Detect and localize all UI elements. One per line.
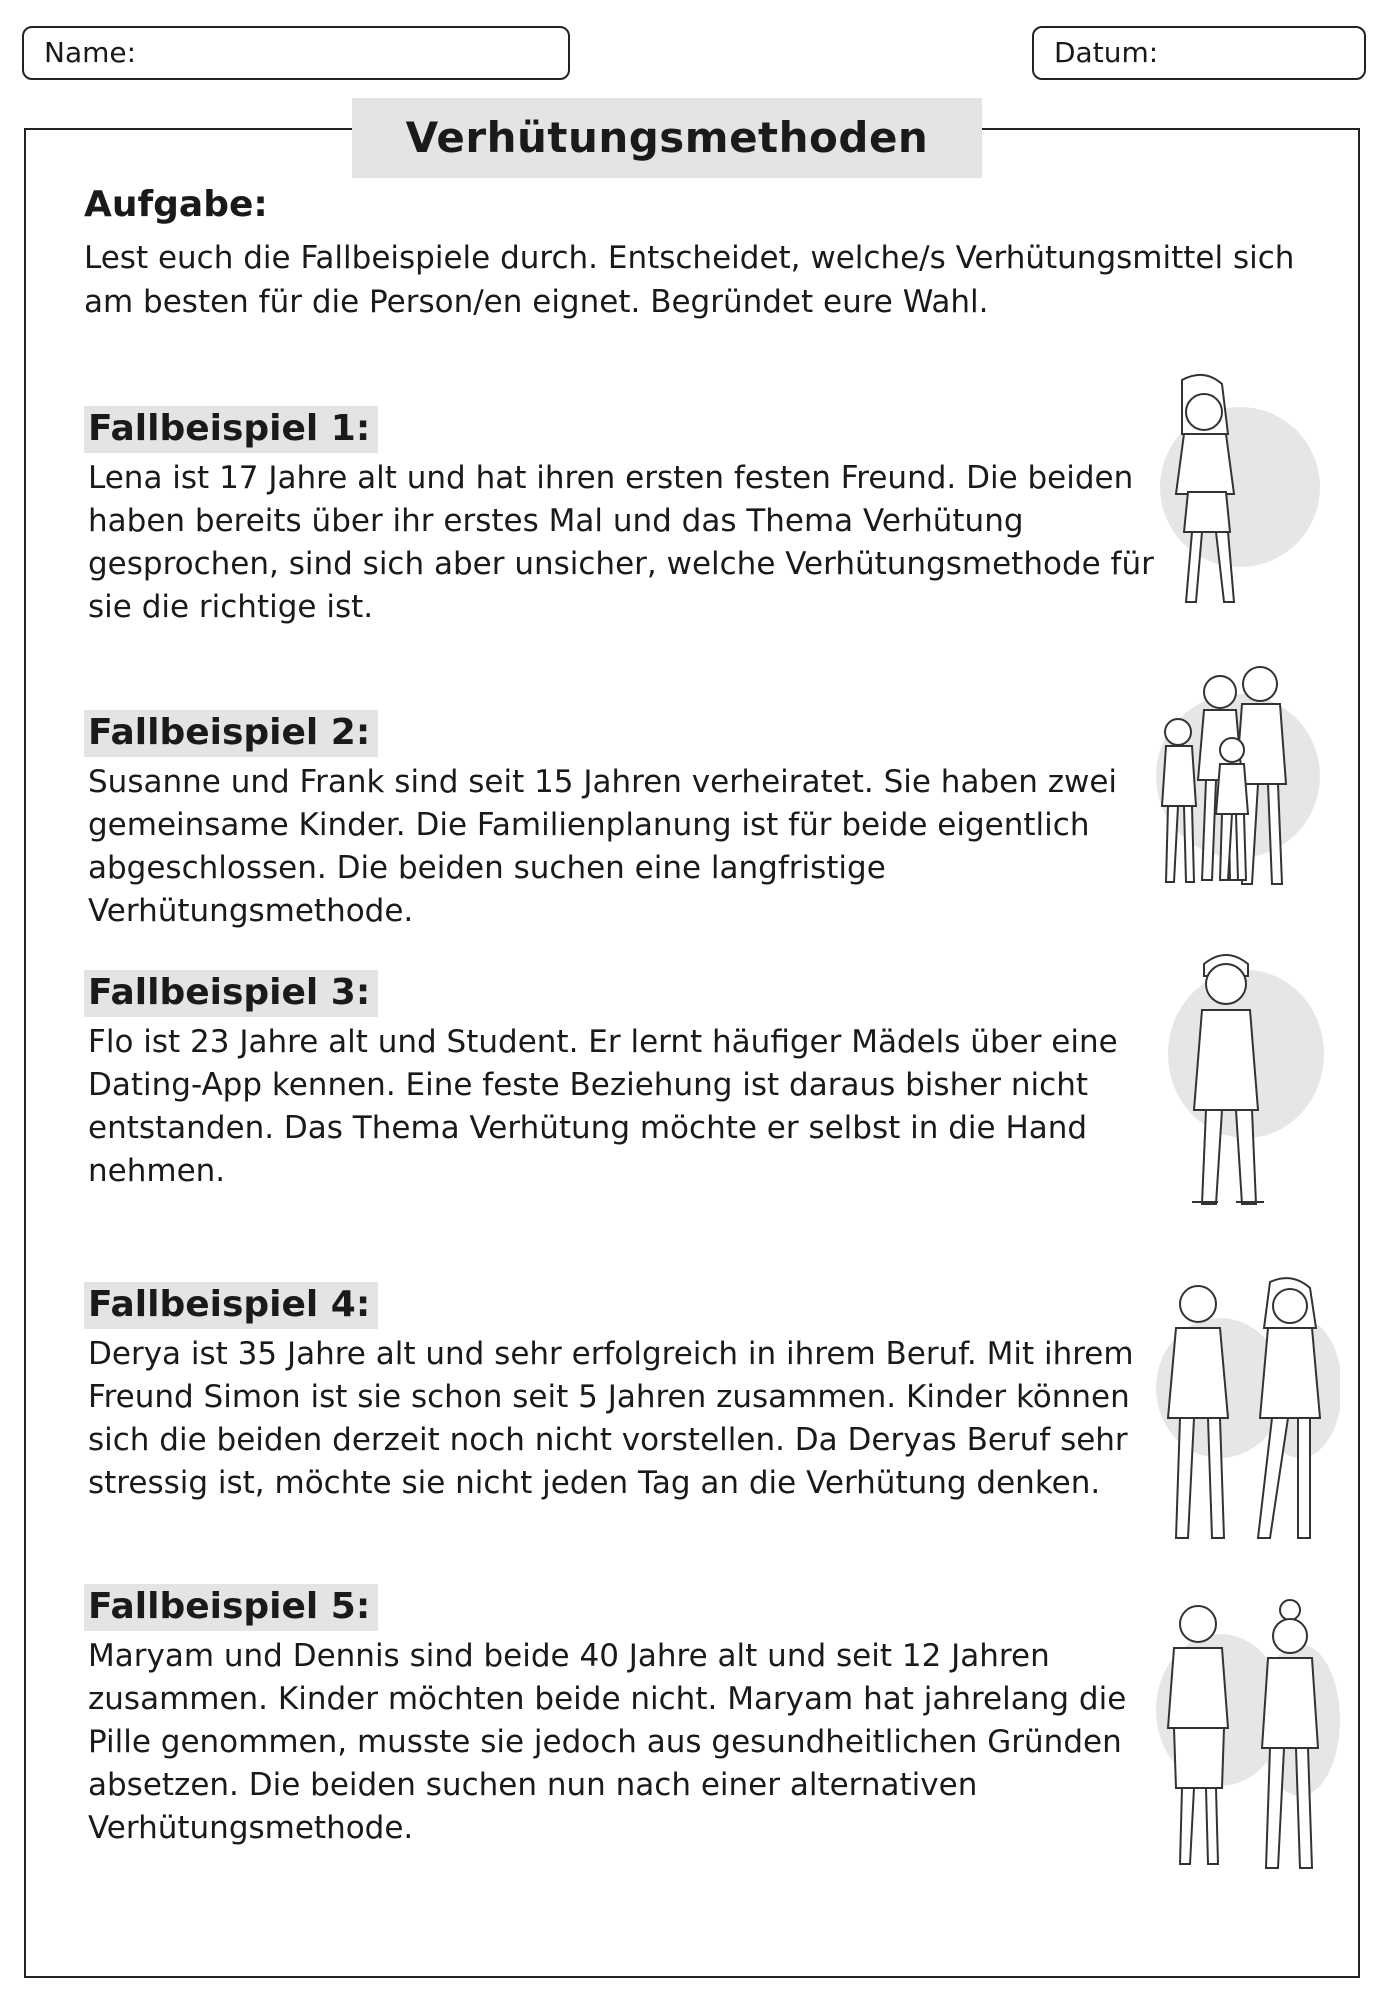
case-text: Derya ist 35 Jahre alt und sehr erfolgreich in ihrem Beruf. Mit ihrem Freund Simon ist sie schon seit 5 Jahren zusammen. Kinder können sich die beiden derzeit noch nicht vorstellen. Da Deryas Beruf sehr stressig ist, möchte sie nicht jeden Tag an die Verhütung denken. xyxy=(88,1336,1134,1501)
case-text: Maryam und Dennis sind beide 40 Jahre alt und seit 12 Jahren zusammen. Kinder möchten beide nicht. Maryam hat jahrelang die Pille genommen, musste sie jedoch aus gesundheitlichen Gründen absetzen. Die beiden suchen nun nach einer alternativen Verhütungsmethode. xyxy=(88,1638,1127,1846)
young-man-illustration xyxy=(1150,944,1330,1214)
case-heading: Fallbeispiel 4: xyxy=(84,1282,378,1329)
case-text: Lena ist 17 Jahre alt und hat ihren ersten festen Freund. Die beiden haben bereits über ihr erstes Mal und das Thema Verhütung gesprochen, sind sich aber unsicher, welche Verhütungsmethode für sie die richtige ist. xyxy=(88,460,1154,625)
date-label: Datum: xyxy=(1054,36,1159,69)
case-1 xyxy=(84,406,1164,629)
couple-illustration xyxy=(1150,1268,1340,1548)
name-field[interactable] xyxy=(22,26,570,80)
case-5 xyxy=(84,1584,1164,1850)
case-heading: Fallbeispiel 1: xyxy=(84,406,378,453)
case-heading: Fallbeispiel 3: xyxy=(84,970,378,1017)
name-label: Name: xyxy=(44,36,137,69)
page-title: Verhütungsmethoden xyxy=(405,113,929,162)
teen-girl-illustration xyxy=(1140,372,1320,612)
case-3 xyxy=(84,970,1164,1193)
task-text: Lest euch die Fallbeispiele durch. Entscheidet, welche/s Verhütungsmittel sich am besten für die Person/en eignet. Begründet eure Wahl. xyxy=(84,240,1295,320)
case-heading: Fallbeispiel 5: xyxy=(84,1584,378,1631)
case-2 xyxy=(84,710,1164,933)
case-4 xyxy=(84,1282,1164,1505)
case-text: Flo ist 23 Jahre alt und Student. Er lernt häufiger Mädels über eine Dating-App kennen. Eine feste Beziehung ist daraus bisher nicht entstanden. Das Thema Verhütung möchte er selbst in die Hand nehmen. xyxy=(88,1024,1118,1189)
case-heading: Fallbeispiel 2: xyxy=(84,710,378,757)
case-text: Susanne und Frank sind seit 15 Jahren verheiratet. Sie haben zwei gemeinsame Kinder. Die Familienplanung ist für beide eigentlich abgeschlossen. Die beiden suchen eine langfristige Verhütungsmethode. xyxy=(88,764,1118,929)
family-illustration xyxy=(1148,646,1328,896)
date-field[interactable] xyxy=(1032,26,1366,80)
older-couple-illustration xyxy=(1150,1590,1340,1880)
task-heading: Aufgabe: xyxy=(84,184,268,225)
